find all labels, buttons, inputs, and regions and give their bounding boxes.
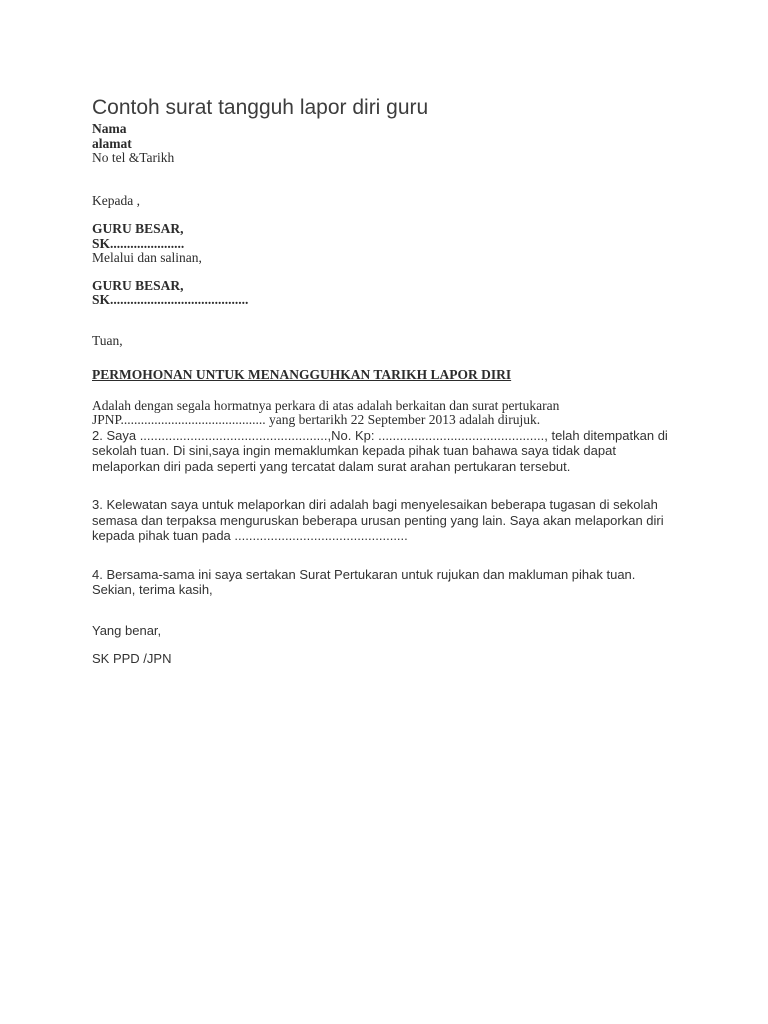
salutation: Tuan, (92, 332, 123, 348)
paragraph-2: 2. Saya ....................................................,No. Kp: .............................................., telah ditempatkan di sekolah tuan. Di sini,saya ingin memaklumkan kepada pihak tuan bahawa saya tidak dapat melaporkan diri pada seperti yang tercatat dalam surat arahan pertukaran tersebut. (92, 427, 668, 474)
page-title: Contoh surat tangguh lapor diri guru (92, 96, 429, 119)
paragraph-4-line-2: Sekian, terima kasih, (92, 582, 213, 597)
subject-line: PERMOHONAN UNTUK MENANGGUHKAN TARIKH LAPOR DIRI (92, 367, 512, 382)
paragraph-4 (92, 567, 674, 598)
signature: SK PPD /JPN (92, 651, 172, 666)
paragraph-1-line-2: JPNP........................................... yang bertarikh 22 September 2013 adalah dirujuk. (92, 412, 541, 427)
sender-block (92, 122, 674, 166)
sender-name: Nama (92, 121, 127, 136)
sender-address: alamat (92, 135, 132, 151)
paragraph-1-line-1: Adalah dengan segala hormatnya perkara di atas adalah berkaitan dan surat pertukaran (92, 397, 560, 413)
recipient-kepada: Kepada , (92, 192, 140, 208)
sender-tel-date: No tel &Tarikh (92, 150, 175, 165)
recipient-sk-1: SK...................... (92, 235, 185, 251)
letter-content (92, 97, 674, 667)
recipient-block-2 (92, 279, 674, 308)
recipient-guru-besar-2: GURU BESAR, (92, 277, 184, 293)
paragraph-1 (92, 399, 674, 428)
recipient-guru-besar-1: GURU BESAR, (92, 221, 184, 236)
paragraph-3: 3. Kelewatan saya untuk melaporkan diri adalah bagi menyelesaikan beberapa tugasan di sekolah semasa dan terpaksa menguruskan beberapa urusan penting yang lain. Saya akan melaporkan diri kepada pihak tuan pada ................................................ (92, 497, 664, 543)
recipient-melalui: Melalui dan salinan, (92, 250, 202, 265)
recipient-sk-2: SK......................................... (92, 292, 249, 307)
closing: Yang benar, (92, 622, 162, 638)
recipient-block-1 (92, 222, 674, 266)
paragraph-4-line-1: 4. Bersama-sama ini saya sertakan Surat Pertukaran untuk rujukan dan makluman pihak tuan. (92, 566, 636, 582)
